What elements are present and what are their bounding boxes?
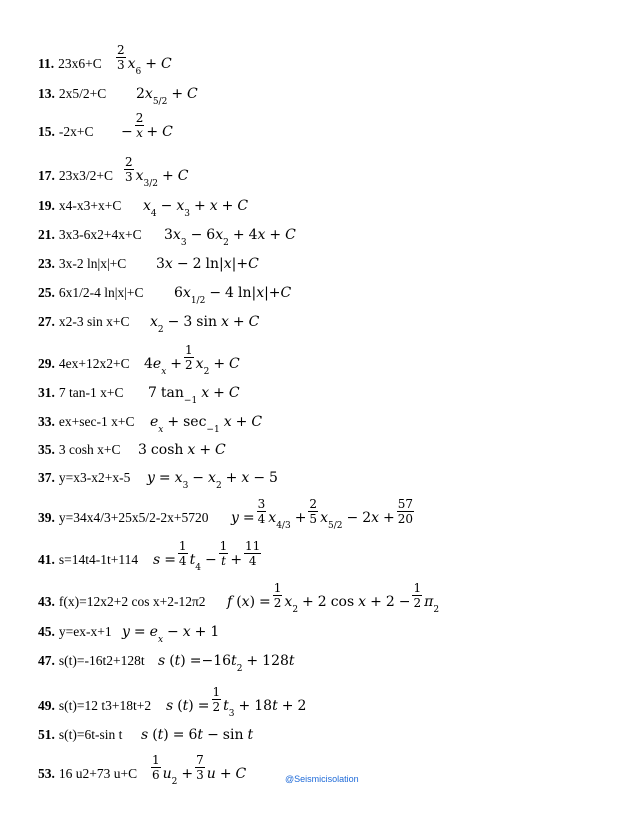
answer-math: 2 x 5/2 + C (136, 86, 198, 107)
answer-math: y = e x − x + 1 (122, 624, 220, 645)
answer-plain: 47. s(t)=-16t2+128t (38, 653, 145, 668)
answer-math: s = $\frac{1}{4}$ t 4 − $\frac{1}{t}$ + $\frac{11}{4}$ (153, 539, 261, 573)
answer-math: $\frac{2}{3}$ x 6 + C (117, 43, 172, 77)
answer-plain: 11. 23x6+C (38, 56, 102, 71)
answer-math: 7 tan −1 x + C (148, 385, 240, 406)
answer-math: 6 x 1/2 − 4 ln| x |+ C (174, 285, 292, 306)
answer-plain: 21. 3x3-6x2+4x+C (38, 227, 142, 242)
answer-plain: 23. 3x-2 ln|x|+C (38, 256, 127, 271)
answer-math: $\frac{2}{3}$ x 3/2 + C (125, 155, 189, 189)
answer-math: s ( t ) = 6 t − sin t (141, 727, 254, 743)
answer-plain: 19. x4-x3+x+C (38, 198, 122, 213)
answer-math: 3 x − 2 ln| x |+ C (156, 256, 259, 272)
answer-math: − $\frac{2}{x}$ + C (121, 111, 173, 140)
answer-math: f ( x ) = $\frac{1}{2}$ x 2 + 2 cos x + 2 − $\frac{1}{2}$ π 2 (227, 581, 440, 615)
answer-plain: 41. s=14t4-1t+114 (38, 552, 139, 567)
answer-plain: 15. -2x+C (38, 124, 94, 139)
answer-math: 4 e x + $\frac{1}{2}$ x 2 + C (144, 343, 240, 377)
answer-plain: 35. 3 cosh x+C (38, 442, 121, 457)
answer-math: $\frac{1}{6}$ u 2 + $\frac{7}{3}$ u + C (152, 753, 247, 787)
answer-plain: 17. 23x3/2+C (38, 168, 113, 183)
answer-math: e x + sec −1 x + C (150, 414, 263, 435)
watermark: @Seismicisolation (285, 774, 359, 784)
answer-plain: 27. x2-3 sin x+C (38, 314, 130, 329)
answer-plain: 49. s(t)=12 t3+18t+2 (38, 698, 152, 713)
answer-plain: 39. y=34x4/3+25x5/2-2x+5720 (38, 510, 209, 525)
answer-plain: 31. 7 tan-1 x+C (38, 385, 124, 400)
answer-math: s ( t ) =−16 t 2 + 128 t (158, 653, 295, 674)
answer-plain: 13. 2x5/2+C (38, 86, 107, 101)
answer-plain: 37. y=x3-x2+x-5 (38, 470, 131, 485)
answer-math: y = $\frac{3}{4}$ x 4/3 + $\frac{2}{5}$ x 5/2 − 2 x + $\frac{57}{20}$ (231, 497, 414, 531)
answer-math: 3 x 3 − 6 x 2 + 4 x + C (164, 227, 296, 248)
answer-plain: 45. y=ex-x+1 (38, 624, 112, 639)
answer-math: s ( t ) = $\frac{1}{2}$ t 3 + 18 t + 2 (166, 685, 307, 719)
answer-plain: 25. 6x1/2-4 ln|x|+C (38, 285, 144, 300)
answer-math: x 4 − x 3 + x + C (143, 198, 249, 219)
answer-plain: 29. 4ex+12x2+C (38, 356, 130, 371)
answer-plain: 33. ex+sec-1 x+C (38, 414, 135, 429)
answer-math: x 2 − 3 sin x + C (150, 314, 260, 335)
answer-plain: 43. f(x)=12x2+2 cos x+2-12π2 (38, 594, 206, 609)
answer-plain: 53. 16 u2+73 u+C (38, 766, 138, 781)
answer-plain: 51. s(t)=6t-sin t (38, 727, 123, 742)
answer-math: y = x 3 − x 2 + x − 5 (147, 470, 278, 491)
answer-math: 3 cosh x + C (138, 442, 226, 458)
